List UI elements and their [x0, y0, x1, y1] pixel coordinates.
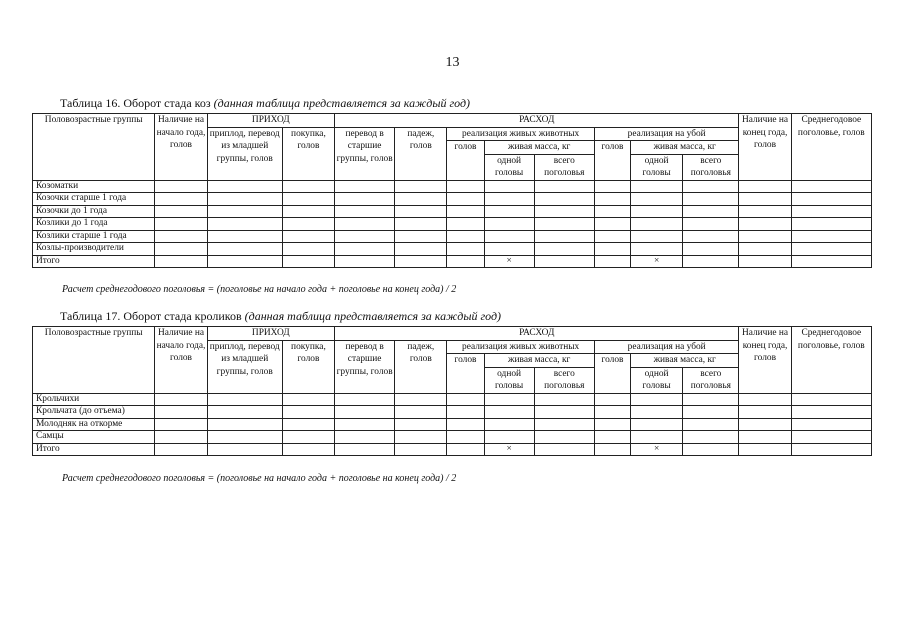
header-purchase: покупка, голов [282, 127, 334, 180]
table-cell [631, 230, 683, 243]
table17-formula-note: Расчет среднегодового поголовья = (поголовье на начало года + поголовье на конец года) / 2 [62, 473, 457, 484]
header-death: падеж, голов [395, 127, 447, 180]
table-cell [739, 205, 791, 218]
table-cell [155, 406, 207, 419]
header-end-count: Наличие на конец года, голов [739, 327, 791, 394]
table16 [32, 113, 872, 268]
table-cell [484, 393, 534, 406]
table-cell [282, 193, 334, 206]
table-cell [335, 205, 395, 218]
table-cell [791, 431, 871, 444]
table-cell [447, 255, 484, 268]
table-cell [791, 218, 871, 231]
table-cell [447, 443, 484, 456]
table-cell [594, 205, 630, 218]
table-cell [739, 418, 791, 431]
table-cell [207, 393, 282, 406]
table-cell [447, 180, 484, 193]
table-cell [395, 443, 447, 456]
table-cell [791, 255, 871, 268]
table-cell [594, 418, 630, 431]
table-cell [395, 393, 447, 406]
table17 [32, 326, 872, 456]
table-cell [739, 193, 791, 206]
table-cell [739, 406, 791, 419]
table-cell [791, 180, 871, 193]
table-cell [484, 180, 534, 193]
page-number: 13 [445, 55, 460, 70]
header-offspring: приплод, перевод из младшей группы, голов [207, 340, 282, 393]
table-cell [534, 193, 594, 206]
table-cell [395, 243, 447, 256]
table-cell [207, 205, 282, 218]
header-expense: РАСХОД [335, 327, 739, 341]
table-cell [207, 218, 282, 231]
table-cell [335, 406, 395, 419]
table-cell [447, 193, 484, 206]
table-cell [631, 406, 683, 419]
header-slaughter: реализация на убой [594, 127, 739, 141]
table-cell [631, 205, 683, 218]
table-cell [683, 230, 739, 243]
table-cell [594, 393, 630, 406]
header-end-count: Наличие на конец года, голов [739, 114, 791, 181]
header-sale-live: реализация живых животных [447, 127, 595, 141]
header-live-heads: голов [447, 141, 484, 181]
table-cell [207, 255, 282, 268]
table-cell [395, 406, 447, 419]
table-cell [534, 218, 594, 231]
table-cell [683, 243, 739, 256]
header-slaughter-total: всего поголовья [683, 367, 739, 393]
table-cell [683, 205, 739, 218]
table-cell [335, 193, 395, 206]
table-cell [282, 218, 334, 231]
header-live-weight: живая масса, кг [484, 354, 594, 368]
header-live-total: всего поголовья [534, 367, 594, 393]
table-cell [594, 243, 630, 256]
table-cell [447, 393, 484, 406]
header-groups: Половозрастные группы [33, 327, 155, 394]
table-cell [791, 193, 871, 206]
table-cell [155, 393, 207, 406]
table-cell [335, 255, 395, 268]
table-cell [207, 443, 282, 456]
table-cell [335, 418, 395, 431]
table-cell [631, 243, 683, 256]
row-label: Козочки до 1 года [33, 205, 155, 218]
table-cell [447, 418, 484, 431]
header-slaughter-heads: голов [594, 354, 630, 394]
table-cell [739, 180, 791, 193]
table-cell [155, 443, 207, 456]
table-cell [594, 230, 630, 243]
table-cell [739, 393, 791, 406]
table-cell [395, 193, 447, 206]
row-label: Козочки старше 1 года [33, 193, 155, 206]
header-transfer: перевод в старшие группы, голов [335, 340, 395, 393]
row-label: Самцы [33, 431, 155, 444]
header-slaughter-total: всего поголовья [683, 154, 739, 180]
table-cell [155, 180, 207, 193]
header-slaughter-weight: живая масса, кг [631, 354, 739, 368]
row-label: Итого [33, 255, 155, 268]
table-cell [207, 406, 282, 419]
table-cell [791, 230, 871, 243]
header-offspring: приплод, перевод из младшей группы, голов [207, 127, 282, 180]
header-expense: РАСХОД [335, 114, 739, 128]
header-groups: Половозрастные группы [33, 114, 155, 181]
header-live-weight: живая масса, кг [484, 141, 594, 155]
table-row [33, 230, 872, 243]
header-slaughter-heads: голов [594, 141, 630, 181]
table-cell [683, 393, 739, 406]
table-cell [791, 406, 871, 419]
table-row [33, 205, 872, 218]
table-row [33, 443, 872, 456]
header-income: ПРИХОД [207, 114, 334, 128]
table-cell [683, 180, 739, 193]
table-row [33, 393, 872, 406]
row-label: Итого [33, 443, 155, 456]
header-start-count: Наличие на начало года, голов [155, 114, 207, 181]
table-cell [335, 230, 395, 243]
table-cell [739, 243, 791, 256]
table-cell [155, 193, 207, 206]
header-live-total: всего поголовья [534, 154, 594, 180]
header-death: падеж, голов [395, 340, 447, 393]
table-cell [631, 218, 683, 231]
table-cell [282, 180, 334, 193]
table-row [33, 406, 872, 419]
table-cell [395, 180, 447, 193]
table-cell [282, 205, 334, 218]
table-cell [155, 230, 207, 243]
cross-mark: × [484, 255, 534, 268]
table-cell [395, 218, 447, 231]
table-cell [207, 418, 282, 431]
table-cell [484, 431, 534, 444]
header-live-per-head: одной головы [484, 154, 534, 180]
table-cell [335, 431, 395, 444]
table-cell [484, 218, 534, 231]
table-cell [683, 406, 739, 419]
table-cell [335, 243, 395, 256]
table-cell [282, 243, 334, 256]
table-cell [447, 205, 484, 218]
row-label: Крольчата (до отъема) [33, 406, 155, 419]
table16-formula-note: Расчет среднегодового поголовья = (поголовье на начало года + поголовье на конец года) / 2 [62, 284, 457, 295]
row-label: Козлики старше 1 года [33, 230, 155, 243]
table-cell [683, 443, 739, 456]
header-sale-live: реализация живых животных [447, 340, 595, 354]
table-cell [683, 255, 739, 268]
table-cell [282, 431, 334, 444]
table-cell [282, 418, 334, 431]
header-slaughter-per-head: одной головы [631, 367, 683, 393]
table-cell [534, 393, 594, 406]
row-label: Козлики до 1 года [33, 218, 155, 231]
cross-mark: × [484, 443, 534, 456]
table-cell [155, 431, 207, 444]
table-cell [447, 230, 484, 243]
table-cell [594, 431, 630, 444]
table-cell [447, 431, 484, 444]
table-cell [683, 418, 739, 431]
table-cell [155, 218, 207, 231]
header-slaughter-weight: живая масса, кг [631, 141, 739, 155]
table-cell [395, 431, 447, 444]
table-cell [395, 205, 447, 218]
table-cell [631, 431, 683, 444]
table-row [33, 180, 872, 193]
table-cell [155, 243, 207, 256]
table-cell [739, 431, 791, 444]
table-cell [631, 393, 683, 406]
table-cell [791, 418, 871, 431]
table-cell [534, 443, 594, 456]
table-cell [791, 443, 871, 456]
table-cell [594, 218, 630, 231]
header-live-heads: голов [447, 354, 484, 394]
header-slaughter: реализация на убой [594, 340, 739, 354]
table-cell [282, 393, 334, 406]
table-cell [791, 205, 871, 218]
table-cell [207, 193, 282, 206]
row-label: Козоматки [33, 180, 155, 193]
table-cell [335, 180, 395, 193]
table-row [33, 431, 872, 444]
table-cell [282, 255, 334, 268]
header-transfer: перевод в старшие группы, голов [335, 127, 395, 180]
table-cell [534, 431, 594, 444]
table-row [33, 243, 872, 256]
table-row [33, 418, 872, 431]
table16-caption-note: (данная таблица представляется за каждый год) [213, 96, 471, 110]
table-cell [155, 205, 207, 218]
table-cell [534, 406, 594, 419]
table-cell [395, 255, 447, 268]
table-cell [447, 243, 484, 256]
cross-mark: × [631, 255, 683, 268]
table-cell [395, 230, 447, 243]
table-cell [207, 243, 282, 256]
table-cell [631, 180, 683, 193]
table-cell [739, 218, 791, 231]
table-cell [484, 193, 534, 206]
table-cell [155, 255, 207, 268]
table-cell [683, 431, 739, 444]
header-start-count: Наличие на начало года, голов [155, 327, 207, 394]
table-cell [631, 193, 683, 206]
table-cell [484, 205, 534, 218]
table-cell [594, 443, 630, 456]
table-cell [484, 230, 534, 243]
table-cell [534, 418, 594, 431]
table-cell [282, 406, 334, 419]
header-purchase: покупка, голов [282, 340, 334, 393]
header-average: Среднегодовое поголовье, голов [791, 327, 871, 394]
table-cell [282, 230, 334, 243]
table-cell [534, 205, 594, 218]
table-row [33, 218, 872, 231]
table-cell [282, 443, 334, 456]
table-cell [335, 443, 395, 456]
header-average: Среднегодовое поголовье, голов [791, 114, 871, 181]
row-label: Крольчихи [33, 393, 155, 406]
header-live-per-head: одной головы [484, 367, 534, 393]
table-cell [335, 218, 395, 231]
table-cell [739, 230, 791, 243]
table-cell [207, 230, 282, 243]
cross-mark: × [631, 443, 683, 456]
table-cell [594, 255, 630, 268]
table-cell [534, 255, 594, 268]
table-cell [447, 406, 484, 419]
table-cell [534, 243, 594, 256]
table-cell [395, 418, 447, 431]
table16-caption-main: Таблица 16. Оборот стада коз [60, 96, 211, 110]
row-label: Молодняк на откорме [33, 418, 155, 431]
table-cell [207, 431, 282, 444]
header-income: ПРИХОД [207, 327, 334, 341]
table-cell [683, 193, 739, 206]
table-cell [534, 230, 594, 243]
table-cell [484, 406, 534, 419]
header-slaughter-per-head: одной головы [631, 154, 683, 180]
table-cell [207, 180, 282, 193]
table-cell [484, 243, 534, 256]
table-cell [447, 218, 484, 231]
table17-caption-main: Таблица 17. Оборот стада кроликов [60, 309, 242, 323]
table-cell [791, 393, 871, 406]
table-cell [683, 218, 739, 231]
table-cell [484, 418, 534, 431]
table-cell [631, 418, 683, 431]
table-cell [594, 180, 630, 193]
table-row [33, 255, 872, 268]
table-cell [534, 180, 594, 193]
table-cell [791, 243, 871, 256]
table-cell [739, 255, 791, 268]
table17-caption [60, 309, 501, 324]
table-cell [335, 393, 395, 406]
table-cell [155, 418, 207, 431]
table-cell [594, 406, 630, 419]
table-cell [594, 193, 630, 206]
row-label: Козлы-производители [33, 243, 155, 256]
table-row [33, 193, 872, 206]
table-cell [739, 443, 791, 456]
table17-caption-note: (данная таблица представляется за каждый год) [244, 309, 502, 323]
table16-caption [60, 96, 470, 111]
